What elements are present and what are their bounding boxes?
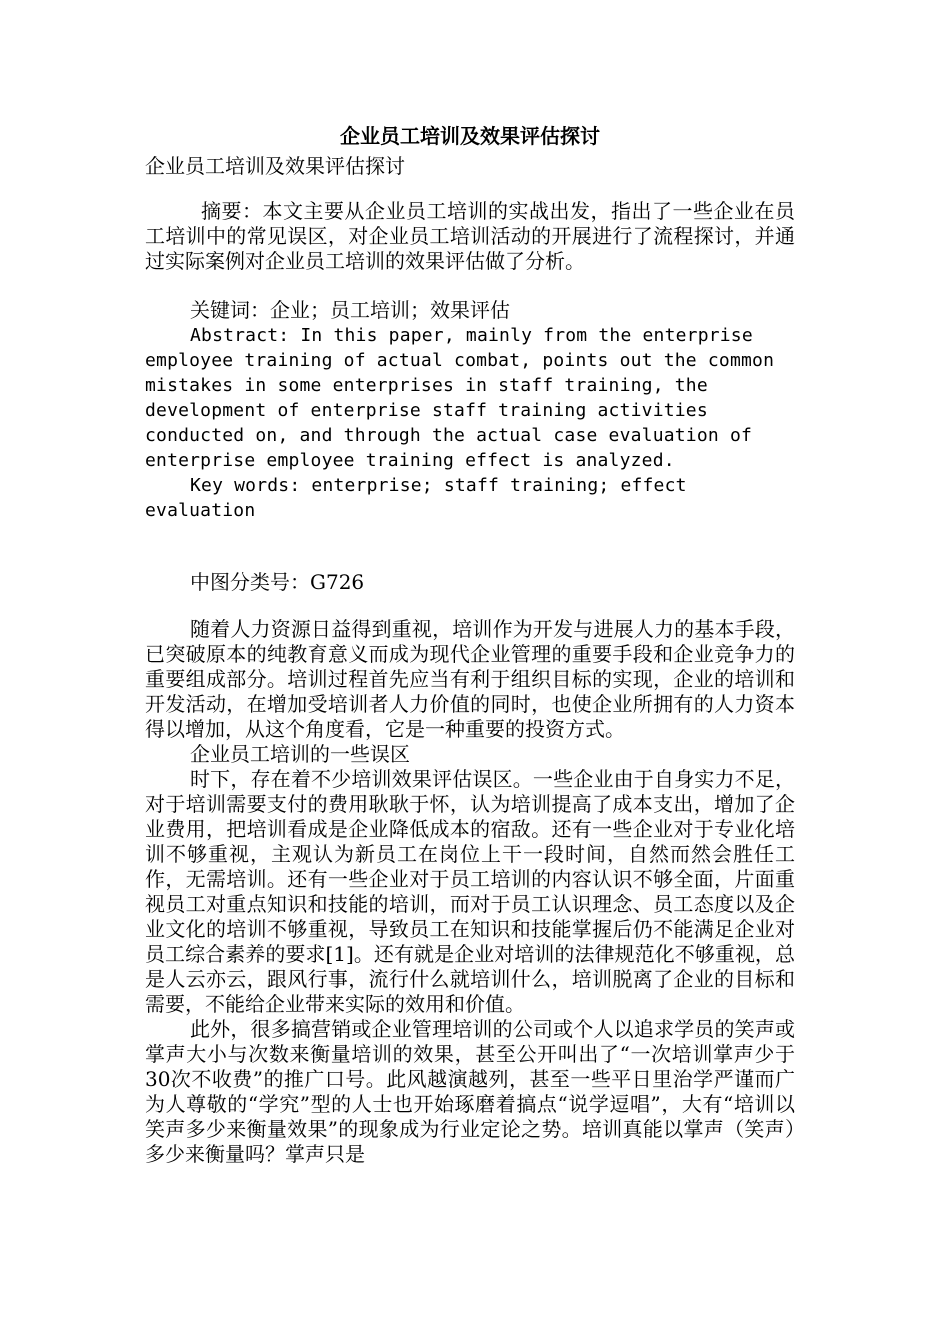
keywords-en: Key words: enterprise; staff training; effect evaluation	[145, 475, 687, 521]
body-paragraph-1: 随着人力资源日益得到重视，培训作为开发与进展人力的基本手段，已突破原本的纯教育意义而成为现代企业管理的重要手段和企业竞争力的重要组成部分。培训过程首先应当有利于组织目标的实现，企业的培训和开发活动，在增加受培训者人力价值的同时，也使企业所拥有的人力资本得以增加，从这个角度看，它是一种重要的投资方式。	[145, 617, 795, 741]
document-page	[145, 118, 795, 1167]
spacer	[145, 595, 795, 617]
spacer	[145, 274, 795, 298]
section-heading-misconceptions: 企业员工培训的一些误区	[190, 742, 410, 766]
classification-number: 中图分类号：G726	[190, 570, 365, 594]
abstract-cn: 摘要：本文主要从企业员工培训的实战出发，指出了一些企业在员工培训中的常见误区，对企业员工培训活动的开展进行了流程探讨，并通过实际案例对企业员工培训的效果评估做了分析。	[145, 199, 795, 273]
spacer	[145, 523, 795, 570]
keywords-cn: 关键词：企业；员工培训；效果评估	[190, 298, 510, 322]
document-subtitle: 企业员工培训及效果评估探讨	[145, 154, 405, 178]
body-paragraph-2: 时下，存在着不少培训效果评估误区。一些企业由于自身实力不足，对于培训需要支付的费用耿耿于怀，认为培训提高了成本支出，增加了企业费用，把培训看成是企业降低成本的宿敌。还有一些企业对于专业化培训不够重视，主观认为新员工在岗位上干一段时间，自然而然会胜任工作，无需培训。还有一些企业对于员工培训的内容认识不够全面，片面重视员工对重点知识和技能的培训，而对于员工认识理念、员工态度以及企业文化的培训不够重视，导致员工在知识和技能掌握后仍不能满足企业对员工综合素养的要求[1]。还有就是企业对培训的法律规范化不够重视，总是人云亦云，跟风行事，流行什么就培训什么，培训脱离了企业的目标和需要，不能给企业带来实际的效用和价值。	[145, 767, 795, 1016]
spacer	[145, 179, 795, 199]
body-paragraph-3: 此外，很多搞营销或企业管理培训的公司或个人以追求学员的笑声或掌声大小与次数来衡量培训的效果，甚至公开叫出了“一次培训掌声少于30次不收费”的推广口号。此风越演越列，甚至一些平日里治学严谨而广为人尊敬的“学究”型的人士也开始琢磨着搞点“说学逗唱”，大有“培训以笑声多少来衡量效果”的现象成为行业定论之势。培训真能以掌声（笑声）多少来衡量吗？掌声只是	[145, 1017, 795, 1166]
abstract-en: Abstract: In this paper, mainly from the enterprise employee training of actual combat, points out the common mistakes in some enterprises in staff training, the development of enterprise staff training activities conducted on, and through the actual case evaluation of enterprise employee training effect is analyzed.	[145, 325, 775, 471]
document-title: 企业员工培训及效果评估探讨	[340, 124, 600, 148]
